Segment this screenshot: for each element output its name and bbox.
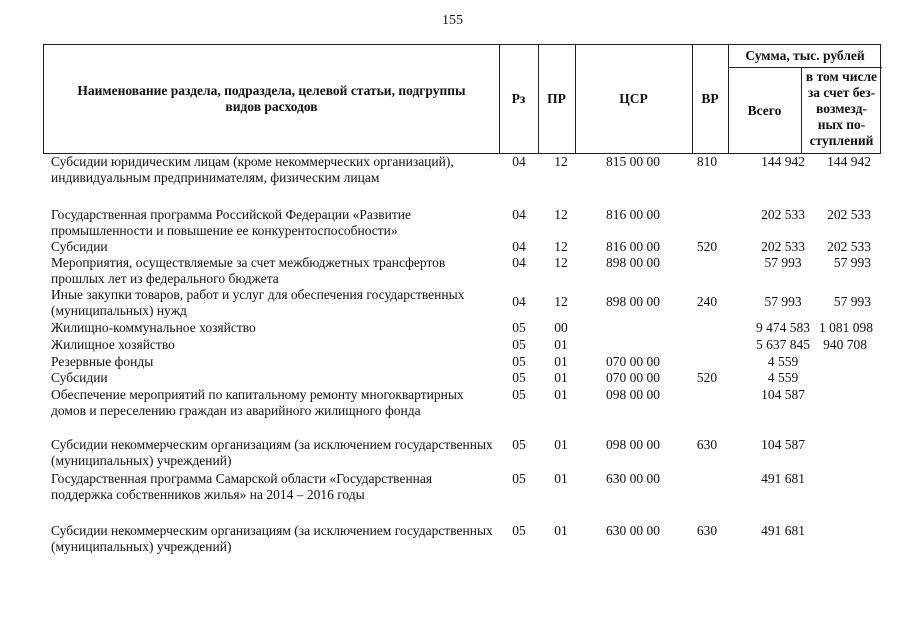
row-pr: 00 [554, 320, 568, 335]
row-name: Субсидии юридическим лицам (кроме некоммерческих организаций), индивидуальным предпринимателям, физическим лицам [51, 154, 454, 185]
table-row [43, 354, 881, 370]
row-vr: 520 [696, 239, 718, 254]
row-pr: 01 [554, 387, 568, 402]
row-pr: 12 [554, 154, 568, 169]
row-vr: 240 [696, 294, 718, 309]
row-total: 104 587 [761, 437, 805, 452]
row-total: 9 474 583 [756, 320, 810, 335]
row-pr: 12 [554, 207, 568, 222]
row-pr: 01 [554, 337, 568, 352]
row-name: Жилищное хозяйство [51, 337, 175, 352]
table-row [43, 471, 881, 523]
row-vr: 630 [696, 437, 718, 452]
table-row [43, 337, 881, 354]
row-total: 491 681 [761, 523, 805, 538]
row-csr: 816 00 00 [606, 239, 660, 254]
row-name: Субсидии [51, 370, 108, 385]
header-csr: ЦСР [619, 91, 648, 106]
table-body [43, 154, 881, 557]
row-rz: 04 [512, 294, 526, 309]
row-rz: 05 [512, 370, 526, 385]
row-vr: 630 [696, 523, 718, 538]
row-csr: 815 00 00 [606, 154, 660, 169]
table-row [43, 207, 881, 239]
row-csr: 070 00 00 [606, 354, 660, 369]
row-rz: 05 [512, 387, 526, 402]
row-free: 940 708 [823, 337, 867, 352]
row-name: Субсидии [51, 239, 108, 254]
row-csr: 098 00 00 [606, 387, 660, 402]
row-rz: 05 [512, 320, 526, 335]
header-pr: ПР [547, 91, 566, 106]
row-total: 57 993 [764, 294, 802, 309]
row-csr: 816 00 00 [606, 207, 660, 222]
row-vr: 520 [696, 370, 718, 385]
row-total: 144 942 [761, 154, 805, 169]
row-rz: 04 [512, 255, 526, 270]
row-pr: 01 [554, 471, 568, 486]
row-total: 4 559 [767, 370, 799, 385]
row-free: 57 993 [833, 255, 871, 270]
row-vr: 810 [696, 154, 718, 169]
row-total: 202 533 [761, 239, 805, 254]
row-total: 4 559 [767, 354, 799, 369]
table-row [43, 287, 881, 320]
page-number: 155 [442, 13, 463, 28]
row-rz: 04 [512, 154, 526, 169]
table-row [43, 370, 881, 387]
header-vr: ВР [701, 91, 719, 106]
row-name: Субсидии некоммерческим организациям (за исключением государственных (муниципальных) учреждений) [51, 523, 493, 554]
row-pr: 12 [554, 239, 568, 254]
row-total: 202 533 [761, 207, 805, 222]
row-free: 202 533 [827, 239, 871, 254]
table-row [43, 320, 881, 337]
row-total: 104 587 [761, 387, 805, 402]
header-name-col: Наименование раздела, подраздела, целевой статьи, подгруппы видов расходов [77, 83, 466, 114]
row-pr: 01 [554, 437, 568, 452]
row-free: 202 533 [827, 207, 871, 222]
row-name: Государственная программа Российской Федерации «Развитие промышленности и повышение ее конкурентоспособности» [51, 207, 411, 238]
row-rz: 05 [512, 354, 526, 369]
row-csr: 070 00 00 [606, 370, 660, 385]
row-total: 57 993 [764, 255, 802, 270]
row-csr: 630 00 00 [606, 471, 660, 486]
row-name: Резервные фонды [51, 354, 154, 369]
row-pr: 01 [554, 523, 568, 538]
table-row [43, 239, 881, 255]
row-rz: 04 [512, 207, 526, 222]
row-name: Субсидии некоммерческим организациям (за исключением государственных (муниципальных) учреждений) [51, 437, 493, 468]
row-pr: 12 [554, 255, 568, 270]
header-rz: Рз [511, 91, 526, 106]
header-free: в том числе за счет без-возмезд-ных по-ступлений [805, 69, 878, 148]
row-free: 57 993 [833, 294, 871, 309]
row-csr: 898 00 00 [606, 255, 660, 270]
row-name: Жилищно-коммунальное хозяйство [51, 320, 256, 335]
row-pr: 01 [554, 370, 568, 385]
row-name: Мероприятия, осуществляемые за счет межбюджетных трансфертов прошлых лет из федерального бюджета [51, 255, 446, 286]
row-total: 491 681 [761, 471, 805, 486]
table-row [43, 255, 881, 287]
row-rz: 04 [512, 239, 526, 254]
row-csr: 898 00 00 [606, 294, 660, 309]
row-name: Иные закупки товаров, работ и услуг для обеспечения государственных (муниципальных) нужд [51, 287, 465, 318]
row-rz: 05 [512, 337, 526, 352]
row-name: Государственная программа Самарской области «Государственная поддержка собственников жилья» на 2014 – 2016 годы [51, 471, 433, 502]
row-free: 144 942 [827, 154, 871, 169]
row-total: 5 637 845 [756, 337, 810, 352]
row-pr: 01 [554, 354, 568, 369]
table-row [43, 154, 881, 207]
table-row [43, 387, 881, 437]
row-name: Обеспечение мероприятий по капитальному ремонту многоквартирных домов и переселению граждан из аварийного жилищного фонда [51, 387, 464, 418]
header-total: Всего [747, 102, 782, 118]
row-pr: 12 [554, 294, 568, 309]
table-header [43, 44, 881, 154]
row-free: 1 081 098 [819, 320, 873, 335]
table-row [43, 523, 881, 557]
row-rz: 05 [512, 471, 526, 486]
table-row [43, 437, 881, 471]
row-csr: 630 00 00 [606, 523, 660, 538]
row-rz: 05 [512, 437, 526, 452]
row-csr: 098 00 00 [606, 437, 660, 452]
row-rz: 05 [512, 523, 526, 538]
header-sum-group: Сумма, тыс. рублей [745, 48, 865, 63]
